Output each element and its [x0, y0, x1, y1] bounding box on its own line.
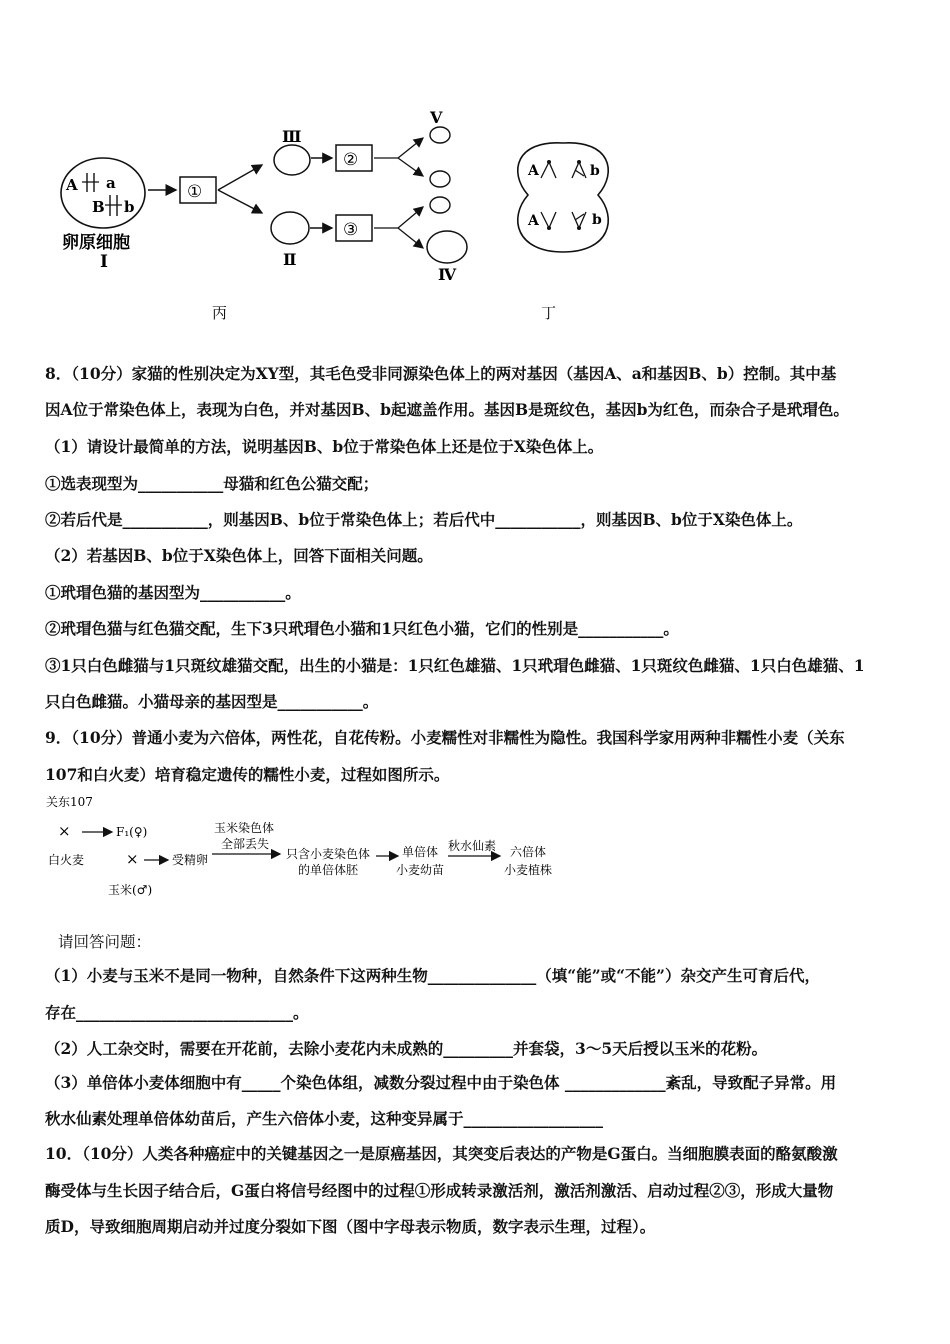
flow-seedling-2: 小麦幼苗	[396, 863, 445, 877]
q9-prompt: 请回答问题：	[58, 933, 152, 951]
q9-line-7: 秋水仙素处理单倍体幼苗后，产生六倍体小麦，这种变异属于__________________	[45, 1109, 604, 1128]
polar-body-3	[430, 197, 450, 213]
gene-B: B	[92, 198, 105, 216]
q10-line-2: 酶受体与生长因子结合后，G蛋白将信号经图中的过程①形成转录激活剂，激活剂激活、启动过程②③，形成大量物	[45, 1181, 834, 1200]
flow-step-a-bot: 全部丢失	[221, 837, 270, 851]
flow-f1: F₁(♀)	[116, 825, 148, 839]
cell-IV-label: Ⅳ	[438, 265, 457, 284]
q9-line-1: 9．（10分）普通小麦为六倍体，两性花，自花传粉。小麦糯性对非糯性为隐性。我国科学家用两种非糯性小麦（关东	[45, 728, 845, 747]
figure-bing-ding	[0, 0, 950, 330]
q8-line-3: （1）请设计最简单的方法，说明基因B、b位于常染色体上还是位于X染色体上。	[45, 437, 604, 456]
ding-gene-b-top: b	[590, 163, 600, 179]
cell-II-label: Ⅱ	[283, 250, 297, 269]
flow-plant-1: 六倍体	[510, 845, 547, 859]
cell-II	[271, 212, 309, 244]
flow-guandong: 关东107	[46, 795, 93, 809]
flow-shoujingluan: 受精卵	[172, 853, 209, 867]
flow-embryo-2: 的单倍体胚	[298, 863, 359, 877]
q9-line-6: （3）单倍体小麦体细胞中有_____个染色体组，减数分裂过程中由于染色体 _____________紊乱，导致配子异常。用	[45, 1073, 837, 1092]
q8-line-8: ②玳瑁色猫与红色猫交配，生下3只玳瑁色小猫和1只红色小猫，它们的性别是___________。	[45, 619, 679, 638]
cell-III	[274, 145, 310, 175]
flow-baihuomai: 白火麦	[48, 853, 85, 867]
breeding-flow-diagram	[40, 792, 600, 902]
q8-line-4: ①选表现型为___________母猫和红色公猫交配；	[45, 474, 379, 493]
q8-line-9: ③1只白色雌猫与1只斑纹雄猫交配，出生的小猫是：1只红色雄猫、1只玳瑁色雌猫、1只斑纹色雌猫、1只白色雄猫、1	[45, 656, 865, 675]
q8-line-7: ①玳瑁色猫的基因型为___________。	[45, 583, 301, 602]
gene-b: b	[124, 198, 135, 216]
q10-line-1: 10．（10分）人类各种癌症中的关键基因之一是原癌基因，其突变后表达的产物是G蛋白。当细胞膜表面的酪氨酸激	[45, 1144, 838, 1163]
dividing-cell-ding	[518, 143, 609, 252]
q9-line-4: 存在____________________________。	[45, 1003, 309, 1022]
flow-cross-1: ×	[58, 822, 71, 840]
flow-step-a-top: 玉米染色体	[214, 821, 275, 835]
polar-body-1	[430, 127, 450, 143]
polar-body-2	[430, 171, 450, 187]
gene-A: A	[66, 176, 78, 194]
caption-bing: 丙	[212, 304, 228, 322]
gene-a: a	[106, 174, 116, 192]
q9-line-5: （2）人工杂交时，需要在开花前，去除小麦花内未成熟的_________并套袋，3～5天后授以玉米的花粉。	[45, 1039, 768, 1058]
q9-line-3: （1）小麦与玉米不是同一物种，自然条件下这两种生物______________（填“能”或“不能”）杂交产生可育后代，	[45, 966, 820, 985]
flow-colchicine: 秋水仙素	[448, 839, 497, 853]
cell-V-label: Ⅴ	[430, 108, 443, 127]
flow-yumi: 玉米(♂)	[108, 883, 153, 897]
cell-IV-egg	[427, 231, 467, 263]
step-3: ③	[343, 220, 359, 240]
flow-seedling-1: 单倍体	[402, 845, 439, 859]
flow-cross-2: ×	[126, 850, 139, 868]
q10-line-3: 质D，导致细胞周期启动并过度分裂如下图（图中字母表示物质，数字表示生理，过程）。	[45, 1217, 656, 1236]
q8-line-6: （2）若基因B、b位于X染色体上，回答下面相关问题。	[45, 546, 433, 565]
q8-line-10: 只白色雌猫。小猫母亲的基因型是___________。	[45, 692, 379, 711]
cell-I-roman: Ⅰ	[100, 252, 108, 272]
step-2: ②	[343, 150, 359, 170]
ding-gene-b-bot: b	[592, 212, 602, 228]
q9-line-2: 107和白火麦）培育稳定遗传的糯性小麦，过程如图所示。	[45, 765, 450, 784]
flow-embryo-1: 只含小麦染色体	[286, 847, 371, 861]
ding-gene-A-top: A	[528, 163, 539, 179]
q8-line-2: 因A位于常染色体上，表现为白色，并对基因B、b起遮盖作用。基因B是斑纹色，基因b为红色，而杂合子是玳瑁色。	[45, 400, 849, 419]
q8-line-1: 8．（10分）家猫的性别决定为XY型，其毛色受非同源染色体上的两对基因（基因A、a和基因B、b）控制。其中基	[45, 364, 837, 383]
step-1: ①	[187, 182, 203, 202]
cell-I-label: 卵原细胞	[62, 233, 130, 253]
caption-ding: 丁	[541, 304, 557, 322]
q8-line-5: ②若后代是___________，则基因B、b位于常染色体上；若后代中___________，则基因B、b位于X染色体上。	[45, 510, 803, 529]
cell-III-label: Ⅲ	[282, 127, 302, 146]
flow-plant-2: 小麦植株	[504, 863, 553, 877]
ding-gene-A-bot: A	[528, 213, 539, 229]
